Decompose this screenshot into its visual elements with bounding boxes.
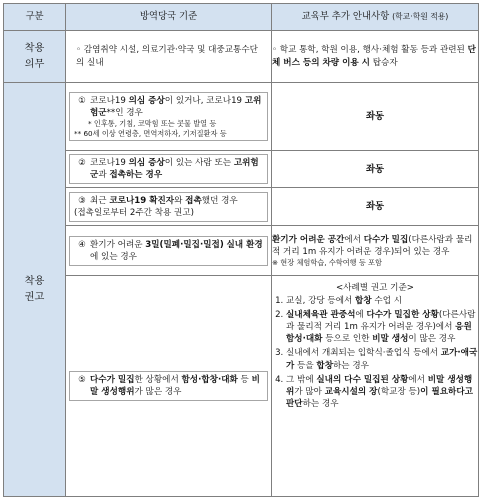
item4-number: ④	[78, 239, 86, 250]
mandatory-row	[4, 31, 479, 83]
header-moe-label: 교육부 추가 안내사항	[301, 11, 390, 23]
item1-note2: ** 60세 이상 연령층, 면역저하자, 기저질환자 등	[74, 128, 227, 138]
case-item-3	[286, 347, 478, 371]
item5-moe-cell	[272, 276, 479, 497]
item5-t6: 가 많은 경우	[134, 387, 182, 398]
item2-contact: 접촉하는 경우	[109, 170, 163, 181]
item5-shouting: 함성·합창·대화	[181, 375, 238, 385]
item1-t3: 이 있거나, 코로나19	[164, 95, 245, 106]
recommended-row-1	[4, 83, 479, 151]
item1-t1: 코로나19	[90, 95, 129, 106]
item5-number: ⑤	[78, 375, 86, 385]
case1-t1: 교실, 강당 등에서	[286, 295, 356, 306]
case2-t2: (다른사람과 물리적 거리 1m 유지가 어려운 경우)에서	[286, 309, 476, 333]
item1-text	[90, 95, 263, 119]
case1-choir: 합창	[355, 295, 372, 306]
item4-moe-crowded: 다수가 밀집	[363, 234, 409, 245]
mandatory-quarantine-cell	[66, 31, 272, 83]
category-mandatory-line1: 착용	[24, 43, 45, 55]
item2-symptom: 의심 증상	[128, 158, 165, 168]
item5-t4: 등	[237, 375, 252, 385]
item4-3c: 3밀(밀폐·밀집·밀접)	[145, 239, 224, 250]
item4-moe-t1: 에서	[344, 234, 364, 245]
mask-guideline-table	[3, 3, 479, 497]
case3-anthem: 교가·애국가	[286, 348, 478, 371]
case4-t1: 그 밖에	[286, 374, 317, 385]
item3-quarantine-cell	[66, 188, 272, 226]
item3-confirmed: 코로나19 확진자	[109, 195, 175, 206]
case2-crowded: 다수가 밀집한 상황	[366, 309, 439, 320]
item3-box	[69, 192, 268, 222]
item5-box	[69, 371, 268, 401]
item5-case-list	[272, 295, 478, 411]
item2-moe-same: 좌동	[272, 151, 479, 188]
case2-gym: 실내체육관 관중석	[286, 309, 356, 320]
item4-indoor: 실내 환경	[226, 239, 263, 250]
item1-note1: * 인후통, 기침, 코막힘 또는 콧물 발열 등	[88, 118, 217, 128]
item4-t1: 환기가 어려운	[90, 239, 146, 250]
item3-number: ③	[78, 195, 86, 206]
item5-quarantine-cell	[66, 276, 272, 497]
item3-t1: 최근	[90, 195, 110, 206]
item2-box	[69, 154, 268, 184]
item4-moe-poor-ventilation: 환기가 어려운 공간	[272, 234, 345, 245]
case2-t4: 이 많은 경우	[408, 334, 456, 345]
item3-t3: 와	[174, 195, 186, 206]
case3-choir: 합창	[316, 360, 333, 371]
case4-t4: (학교장 등)	[377, 387, 421, 398]
mandatory-moe-cell	[272, 31, 479, 83]
category-recommended-line1: 착용	[24, 276, 45, 288]
item2-high-risk: 고위험군	[90, 158, 259, 181]
recommended-row-2	[4, 151, 479, 188]
item1-symptom: 의심 증상	[128, 95, 165, 106]
item5-crowded: 다수가 밀집	[90, 375, 135, 385]
item2-text	[90, 157, 263, 181]
item1-box	[69, 92, 268, 142]
case4-head: 교육시설의 장	[324, 387, 378, 398]
item2-quarantine-cell	[66, 151, 272, 188]
case4-droplet: 비말 생성행위	[286, 374, 473, 398]
item4-text	[90, 239, 263, 263]
case3-t2: 등을	[294, 360, 317, 371]
case4-t5: 하는 경우	[302, 399, 339, 410]
item4-box	[69, 236, 268, 266]
item4-t4: 에 있는 경우	[90, 251, 137, 262]
item5-t2: 한 상황에서	[134, 375, 182, 385]
item4-moe-t2: (다른사람과 물리적 거리 1m 유지가 어려운 경우)되어 있는 경우	[272, 234, 473, 258]
item2-t3: 이 있는 사람 또는	[164, 158, 234, 168]
case4-judge: 이 필요하다고 판단	[286, 387, 473, 410]
item4-moe-note: ※ 현장 체험학습, 수학여행 등 포함	[272, 258, 382, 268]
mandatory-quarantine-text: ◦ 감염취약 시설, 의료기관·약국 및 대중교통수단의 실내	[76, 45, 258, 68]
case2-cheering: 응원 함성·대화	[286, 322, 472, 345]
case-item-4	[286, 374, 478, 411]
case4-t3: 가 많아	[294, 387, 325, 398]
header-moe-suffix: (학교·학원 적용)	[392, 12, 449, 22]
category-recommended-line2: 권고	[24, 291, 45, 303]
mandatory-moe-bold: 단체 버스 등의 차량 이용 시	[272, 45, 476, 68]
item2-number: ②	[78, 158, 86, 168]
item3-text	[90, 195, 263, 207]
item1-number: ①	[78, 95, 86, 106]
header-row	[4, 4, 479, 31]
item2-t1: 코로나19	[90, 158, 129, 168]
item1-t5: **인 경우	[106, 107, 143, 118]
case3-t3: 하는 경우	[333, 360, 369, 371]
case-item-1	[286, 295, 478, 307]
item5-example-title: <사례별 권고 기준>	[336, 283, 414, 294]
recommended-row-3	[4, 188, 479, 226]
item1-moe-same: 좌동	[272, 83, 479, 151]
recommended-row-4	[4, 226, 479, 276]
item1-quarantine-cell	[66, 83, 272, 151]
case-item-2	[286, 309, 478, 346]
case2-t1: 에	[355, 309, 367, 320]
item3-moe-same: 좌동	[272, 188, 479, 226]
case3-t1: 실내에서 개최되는 입학식·졸업식 등에서	[286, 348, 441, 359]
case4-crowded: 실내의 다수 밀집된 상황	[316, 374, 409, 385]
item4-moe-cell	[272, 226, 479, 276]
case2-t3: 등으로 인한	[322, 334, 373, 345]
header-quarantine-standard: 방역당국 기준	[66, 4, 272, 31]
item5-text	[90, 374, 263, 398]
item4-quarantine-cell	[66, 226, 272, 276]
item3-t5: 했던 경우	[201, 195, 238, 206]
recommended-row-5	[4, 276, 479, 497]
item2-t5: 과	[98, 170, 110, 181]
category-mandatory	[4, 31, 66, 83]
header-category: 구분	[4, 4, 66, 31]
mandatory-moe-suffix: 탑승자	[369, 57, 398, 68]
category-recommended	[4, 83, 66, 497]
category-mandatory-line2: 의무	[24, 58, 45, 70]
case2-droplet: 비말 생성	[372, 334, 409, 345]
header-moe-guidance	[272, 4, 479, 31]
mandatory-moe-prefix: ◦ 학교 통학, 학원 이용, 행사·체험 활동 등과 관련된	[272, 45, 468, 56]
case4-t2: 에서	[408, 374, 428, 385]
item3-period: (접촉일로부터 2주간 착용 권고)	[74, 207, 194, 218]
item5-droplet: 비말 생성행위	[90, 375, 260, 398]
item1-high-risk: 고위험군	[90, 95, 262, 118]
item3-contact: 접촉	[185, 195, 202, 206]
case1-t2: 수업 시	[371, 295, 403, 306]
